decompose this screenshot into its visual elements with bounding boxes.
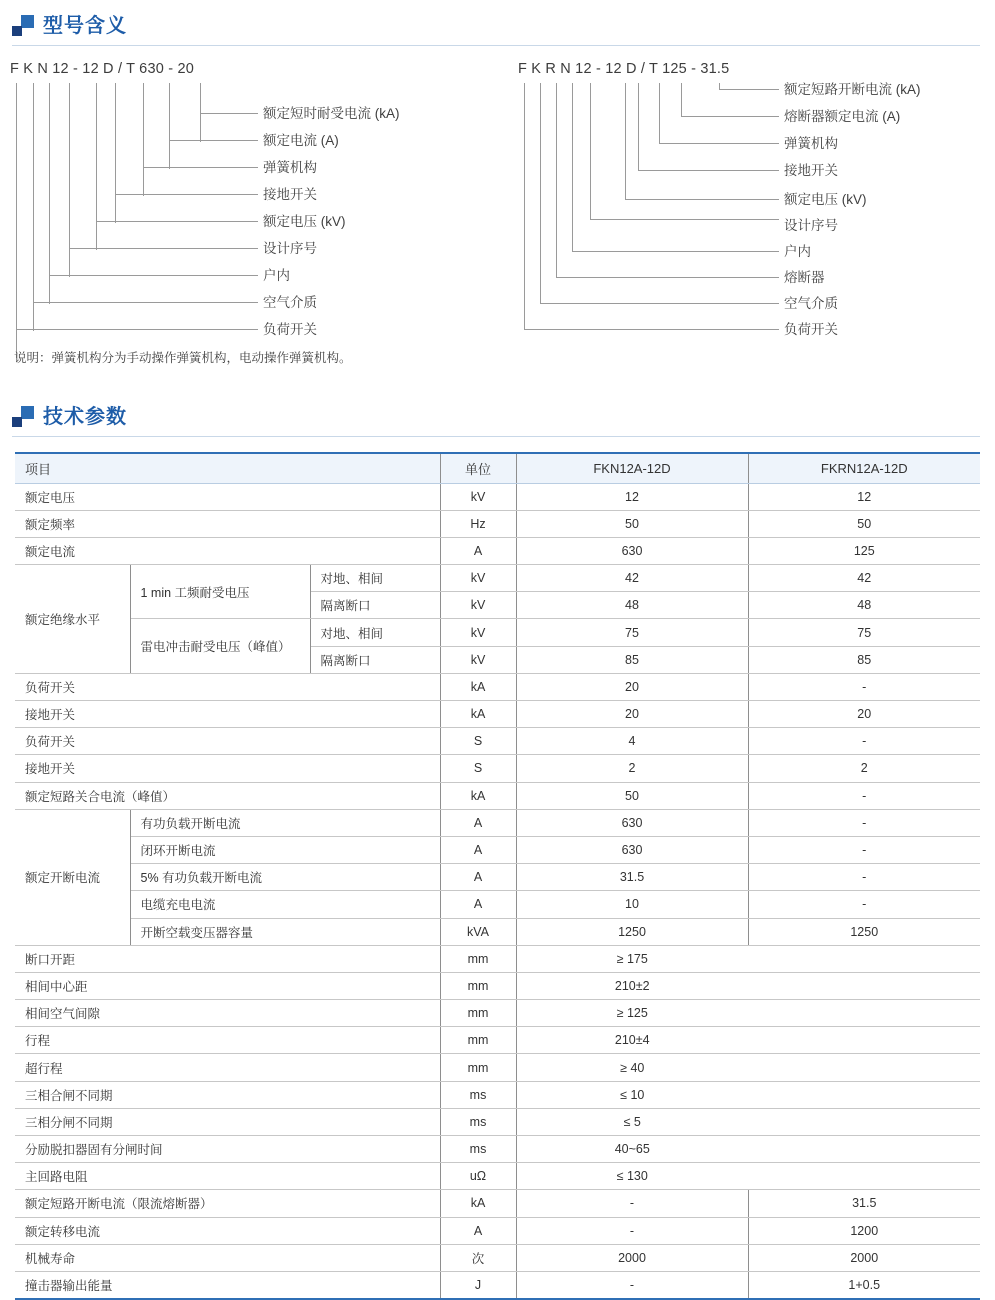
row-unit: A	[440, 809, 516, 836]
row-value-1: -	[516, 1190, 748, 1217]
section-header-model	[12, 15, 127, 36]
diagram-label: 额定电压 (kV)	[263, 214, 346, 229]
table-row	[15, 565, 980, 592]
row-value-1: 10	[516, 891, 748, 918]
row-unit: kA	[440, 701, 516, 728]
table-row	[15, 1163, 980, 1190]
row-value-2: 125	[748, 537, 980, 564]
section-divider-specs	[12, 436, 980, 437]
row-label: 机械寿命	[15, 1244, 440, 1271]
leader-line-horizontal	[49, 275, 258, 276]
row-value-merged: ≤ 130	[516, 1163, 748, 1190]
row-unit: kA	[440, 1190, 516, 1217]
table-row	[15, 755, 980, 782]
leader-line-vertical	[625, 83, 626, 200]
table-row	[15, 1054, 980, 1081]
row-value-2: -	[748, 809, 980, 836]
row-value-empty	[748, 1000, 980, 1027]
model-code-left: F K N 12 - 12 D / T 630 - 20	[10, 61, 194, 77]
row-value-1: 2	[516, 755, 748, 782]
row-label: 额定电压	[15, 483, 440, 510]
row-value-1: 1250	[516, 918, 748, 945]
leader-line-horizontal	[115, 194, 258, 195]
row-label: 额定短路关合电流（峰值）	[15, 782, 440, 809]
row-unit: kV	[440, 619, 516, 646]
row-unit: mm	[440, 1054, 516, 1081]
row-label: 接地开关	[15, 755, 440, 782]
section-title-model: 型号含义	[43, 14, 127, 37]
row-value-empty	[748, 1027, 980, 1054]
diagram-label: 负荷开关	[784, 322, 838, 337]
table-row	[15, 864, 980, 891]
row-value-1: 48	[516, 592, 748, 619]
row-unit: kV	[440, 565, 516, 592]
row-unit: S	[440, 728, 516, 755]
row-sublabel: 有功负载开断电流	[130, 809, 440, 836]
leader-line-vertical	[115, 83, 116, 223]
row-value-2: 20	[748, 701, 980, 728]
row-label: 相间空气间隙	[15, 1000, 440, 1027]
leader-line-vertical	[143, 83, 144, 196]
leader-line-vertical	[33, 83, 34, 331]
row-unit: J	[440, 1271, 516, 1298]
row-label: 主回路电阻	[15, 1163, 440, 1190]
table-row	[15, 1108, 980, 1135]
table-row	[15, 1081, 980, 1108]
leader-line-horizontal	[625, 199, 779, 200]
row-unit: ms	[440, 1136, 516, 1163]
row-value-empty	[748, 1108, 980, 1135]
leader-line-vertical	[540, 83, 541, 304]
table-row	[15, 918, 980, 945]
row-label: 三相合闸不同期	[15, 1081, 440, 1108]
row-value-2: -	[748, 782, 980, 809]
table-row	[15, 836, 980, 863]
table-row	[15, 1244, 980, 1271]
table-row	[15, 1190, 980, 1217]
leader-line-horizontal	[16, 329, 258, 330]
row-unit: kVA	[440, 918, 516, 945]
row-unit: kV	[440, 483, 516, 510]
column-header-fkrn12a: FKRN12A-12D	[748, 453, 980, 483]
diagram-note: 说明：弹簧机构分为手动操作弹簧机构，电动操作弹簧机构。	[14, 351, 352, 365]
row-unit: kA	[440, 673, 516, 700]
table-row	[15, 1027, 980, 1054]
column-header-unit: 单位	[440, 453, 516, 483]
leader-line-horizontal	[69, 248, 258, 249]
diagram-label: 接地开关	[263, 187, 317, 202]
leader-line-horizontal	[638, 170, 779, 171]
row-value-2: -	[748, 673, 980, 700]
row-unit: S	[440, 755, 516, 782]
leader-line-vertical	[638, 83, 639, 171]
row-value-2: 2000	[748, 1244, 980, 1271]
table-row	[15, 1217, 980, 1244]
row-value-merged: 40~65	[516, 1136, 748, 1163]
leader-line-horizontal	[143, 167, 258, 168]
table-row	[15, 510, 980, 537]
row-value-2: 1+0.5	[748, 1271, 980, 1298]
leader-line-horizontal	[572, 251, 779, 252]
row-value-1: 42	[516, 565, 748, 592]
row-label: 负荷开关	[15, 728, 440, 755]
section-header-specs	[12, 406, 127, 427]
table-row	[15, 809, 980, 836]
row-unit: Hz	[440, 510, 516, 537]
row-sublabel: 雷电冲击耐受电压（峰值）	[130, 619, 310, 673]
diagram-label: 额定短时耐受电流 (kA)	[263, 106, 400, 121]
row-detail-label: 隔离断口	[310, 646, 440, 673]
diagram-label: 接地开关	[784, 163, 838, 178]
row-value-1: 75	[516, 619, 748, 646]
column-header-fkn12a: FKN12A-12D	[516, 453, 748, 483]
row-value-2: 2	[748, 755, 980, 782]
row-sublabel: 5% 有功负载开断电流	[130, 864, 440, 891]
row-value-empty	[748, 1136, 980, 1163]
leader-line-horizontal	[719, 89, 779, 90]
leader-line-horizontal	[33, 302, 258, 303]
leader-line-horizontal	[659, 143, 779, 144]
row-value-1: 85	[516, 646, 748, 673]
leader-line-vertical	[16, 83, 17, 358]
technical-parameters-table-wrapper	[15, 452, 980, 1300]
leader-line-vertical	[49, 83, 50, 304]
row-value-merged: ≥ 125	[516, 1000, 748, 1027]
row-value-2: 42	[748, 565, 980, 592]
diagram-label: 额定电流 (A)	[263, 133, 339, 148]
model-code-right: F K R N 12 - 12 D / T 125 - 31.5	[518, 61, 730, 77]
leader-line-horizontal	[590, 219, 779, 220]
table-body	[15, 483, 980, 1299]
table-row	[15, 673, 980, 700]
row-sublabel: 开断空载变压器容量	[130, 918, 440, 945]
column-header-item: 项目	[15, 453, 440, 483]
row-label: 三相分闸不同期	[15, 1108, 440, 1135]
leader-line-vertical	[572, 83, 573, 252]
row-value-1: 20	[516, 701, 748, 728]
row-sublabel: 1 min 工频耐受电压	[130, 565, 310, 619]
leader-line-horizontal	[96, 221, 258, 222]
row-value-empty	[748, 1163, 980, 1190]
diagram-label: 熔断器额定电流 (A)	[784, 109, 901, 124]
row-value-1: 50	[516, 510, 748, 537]
table-row	[15, 891, 980, 918]
row-detail-label: 对地、相间	[310, 565, 440, 592]
row-unit: A	[440, 864, 516, 891]
row-value-2: 1250	[748, 918, 980, 945]
row-value-2: 31.5	[748, 1190, 980, 1217]
row-value-empty	[748, 1081, 980, 1108]
table-row	[15, 1000, 980, 1027]
row-sublabel: 电缆充电电流	[130, 891, 440, 918]
section-title-specs: 技术参数	[43, 405, 127, 428]
row-value-2: -	[748, 728, 980, 755]
row-unit: kV	[440, 592, 516, 619]
leader-line-horizontal	[681, 116, 779, 117]
row-label: 相间中心距	[15, 972, 440, 999]
row-value-2: 85	[748, 646, 980, 673]
row-unit: kV	[440, 646, 516, 673]
section-marker-icon	[12, 15, 34, 36]
leader-line-vertical	[590, 83, 591, 220]
leader-line-horizontal	[524, 329, 779, 330]
row-label: 断口开距	[15, 945, 440, 972]
table-row	[15, 1136, 980, 1163]
row-value-1: -	[516, 1271, 748, 1298]
row-label: 分励脱扣器固有分闸时间	[15, 1136, 440, 1163]
row-value-1: 630	[516, 809, 748, 836]
row-value-2: 75	[748, 619, 980, 646]
leader-line-vertical	[681, 83, 682, 117]
row-value-1: 50	[516, 782, 748, 809]
row-unit: mm	[440, 972, 516, 999]
row-value-2: -	[748, 891, 980, 918]
leader-line-vertical	[659, 83, 660, 144]
row-label: 撞击器输出能量	[15, 1271, 440, 1298]
row-label: 接地开关	[15, 701, 440, 728]
table-row	[15, 782, 980, 809]
row-unit: A	[440, 1217, 516, 1244]
row-value-merged: 210±2	[516, 972, 748, 999]
diagram-label: 额定电压 (kV)	[784, 192, 867, 207]
leader-line-vertical	[524, 83, 525, 330]
table-row	[15, 945, 980, 972]
table-row	[15, 619, 980, 646]
leader-line-horizontal	[200, 113, 258, 114]
row-label: 超行程	[15, 1054, 440, 1081]
section-marker-icon	[12, 406, 34, 427]
technical-parameters-table	[15, 452, 980, 1300]
leader-line-vertical	[169, 83, 170, 169]
diagram-label: 空气介质	[784, 296, 838, 311]
leader-line-horizontal	[556, 277, 779, 278]
row-group-label: 额定开断电流	[15, 809, 130, 945]
leader-line-horizontal	[540, 303, 779, 304]
row-detail-label: 对地、相间	[310, 619, 440, 646]
diagram-label: 空气介质	[263, 295, 317, 310]
row-value-merged: ≥ 175	[516, 945, 748, 972]
row-value-merged: ≤ 10	[516, 1081, 748, 1108]
table-row	[15, 972, 980, 999]
row-value-2: -	[748, 864, 980, 891]
row-unit: uΩ	[440, 1163, 516, 1190]
diagram-label: 弹簧机构	[784, 136, 838, 151]
row-unit: 次	[440, 1244, 516, 1271]
row-value-2: 1200	[748, 1217, 980, 1244]
row-value-2: -	[748, 836, 980, 863]
table-header-row	[15, 453, 980, 483]
table-row	[15, 728, 980, 755]
row-value-1: 630	[516, 537, 748, 564]
leader-line-vertical	[556, 83, 557, 278]
model-designation-diagram-left	[0, 55, 500, 345]
row-value-1: 4	[516, 728, 748, 755]
row-value-empty	[748, 972, 980, 999]
row-value-2: 48	[748, 592, 980, 619]
row-value-merged: ≥ 40	[516, 1054, 748, 1081]
row-sublabel: 闭环开断电流	[130, 836, 440, 863]
table-row	[15, 537, 980, 564]
row-value-1: 31.5	[516, 864, 748, 891]
diagram-label: 负荷开关	[263, 322, 317, 337]
diagram-label: 弹簧机构	[263, 160, 317, 175]
row-label: 额定短路开断电流（限流熔断器）	[15, 1190, 440, 1217]
model-designation-diagram-right	[500, 55, 995, 345]
row-unit: mm	[440, 945, 516, 972]
row-unit: mm	[440, 1000, 516, 1027]
diagram-label: 设计序号	[784, 218, 838, 233]
table-row	[15, 701, 980, 728]
row-unit: A	[440, 891, 516, 918]
row-unit: A	[440, 836, 516, 863]
table-row	[15, 1271, 980, 1298]
row-group-label: 额定绝缘水平	[15, 565, 130, 674]
row-label: 行程	[15, 1027, 440, 1054]
row-detail-label: 隔离断口	[310, 592, 440, 619]
row-label: 额定转移电流	[15, 1217, 440, 1244]
row-value-1: 12	[516, 483, 748, 510]
row-value-merged: ≤ 5	[516, 1108, 748, 1135]
row-label: 额定电流	[15, 537, 440, 564]
diagram-label: 额定短路开断电流 (kA)	[784, 82, 921, 97]
row-value-1: 2000	[516, 1244, 748, 1271]
row-unit: ms	[440, 1108, 516, 1135]
diagram-label: 户内	[263, 268, 290, 283]
row-unit: A	[440, 537, 516, 564]
table-row	[15, 483, 980, 510]
row-value-merged: 210±4	[516, 1027, 748, 1054]
leader-line-vertical	[96, 83, 97, 250]
row-unit: kA	[440, 782, 516, 809]
row-unit: mm	[440, 1027, 516, 1054]
row-unit: ms	[440, 1081, 516, 1108]
row-label: 负荷开关	[15, 673, 440, 700]
diagram-label: 熔断器	[784, 270, 825, 285]
row-value-2: 50	[748, 510, 980, 537]
row-value-empty	[748, 1054, 980, 1081]
row-value-1: 20	[516, 673, 748, 700]
diagram-label: 设计序号	[263, 241, 317, 256]
row-label: 额定频率	[15, 510, 440, 537]
row-value-1: 630	[516, 836, 748, 863]
diagram-label: 户内	[784, 244, 811, 259]
row-value-empty	[748, 945, 980, 972]
leader-line-horizontal	[169, 140, 258, 141]
section-divider-model	[12, 45, 980, 46]
row-value-2: 12	[748, 483, 980, 510]
row-value-1: -	[516, 1217, 748, 1244]
